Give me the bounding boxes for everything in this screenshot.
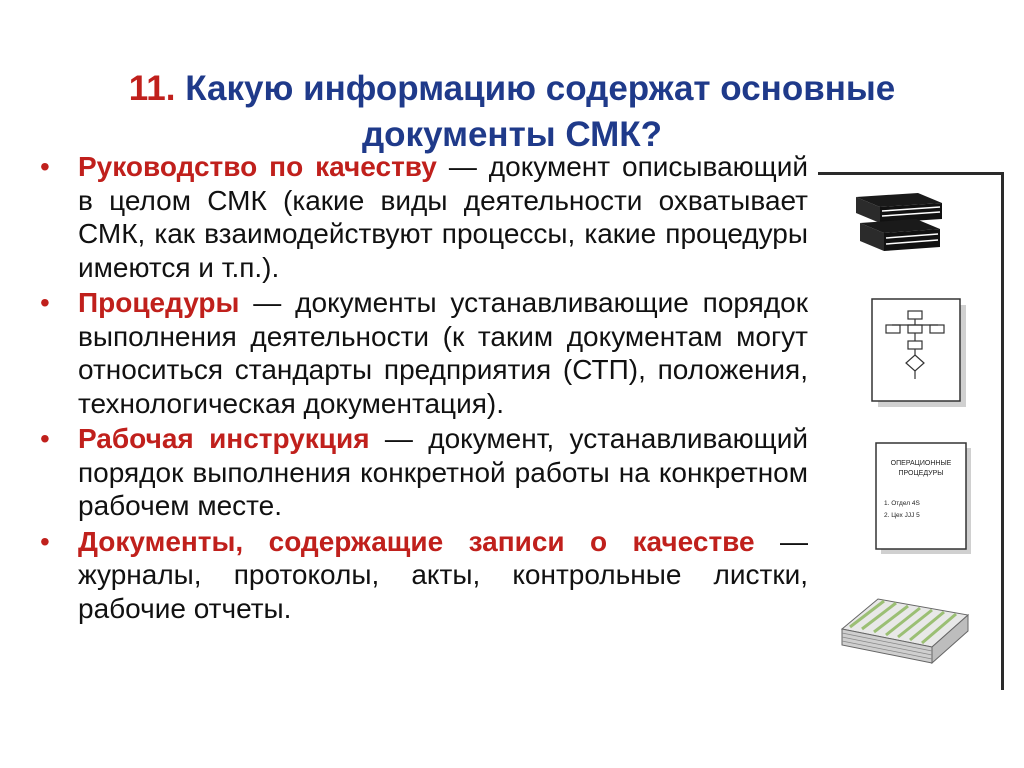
proc-doc-heading-1: ОПЕРАЦИОННЫЕ	[890, 460, 952, 467]
title-number: 11.	[128, 69, 176, 108]
bullet-marker: •	[40, 423, 50, 454]
slide-title	[40, 66, 984, 158]
bullet-quality-manual	[40, 150, 808, 284]
proc-doc-heading-2: ПРОЦЕДУРЫ	[898, 470, 944, 477]
bullet-marker: •	[40, 525, 50, 557]
bullet-term: Документы, содержащие записи о качестве	[78, 525, 755, 557]
document-pyramid-panel	[818, 172, 1004, 690]
bullet-text: — журналы, протоколы, акты, контрольные листки, рабочие отчеты.	[78, 525, 809, 624]
flowchart-document-icon	[870, 297, 970, 409]
title-text: Какую информацию содержат основные документы СМК?	[175, 69, 896, 154]
bullet-work-instruction	[40, 422, 808, 523]
bullet-body	[78, 525, 808, 626]
bullet-body	[78, 150, 808, 284]
bullet-body	[78, 422, 808, 523]
bullet-body	[78, 286, 808, 420]
proc-doc-item-2: 2. Цех JJJ 5	[884, 512, 920, 519]
bullet-term: Руководство по качеству	[78, 151, 437, 182]
bullet-term: Процедуры	[78, 287, 240, 318]
bullet-text: — документ описывающий в целом СМК (какие виды деятельности охватывает СМК, как взаимодействуют процессы, какие процедуры имеются и т.п.).	[78, 151, 808, 283]
bullet-text: — документы устанавливающие порядок выполнения деятельности (к таким документам могут относиться стандарты предприятия (СТП), положения, технологическая документация).	[78, 287, 808, 419]
bullet-quality-records	[40, 525, 808, 626]
books-icon	[852, 189, 948, 261]
bullet-marker: •	[40, 151, 50, 182]
bullet-term: Рабочая инструкция	[78, 423, 370, 454]
proc-doc-item-1: 1. Отдел 4S	[884, 500, 920, 507]
operational-procedures-document-icon	[874, 441, 974, 557]
bullet-procedures	[40, 286, 808, 420]
bullet-marker: •	[40, 287, 50, 318]
records-stack-icon	[832, 589, 972, 677]
bullet-list	[40, 150, 808, 625]
bullet-text: — документ, устанавливающий порядок выполнения конкретной работы на конкретном рабочем месте.	[78, 423, 808, 521]
